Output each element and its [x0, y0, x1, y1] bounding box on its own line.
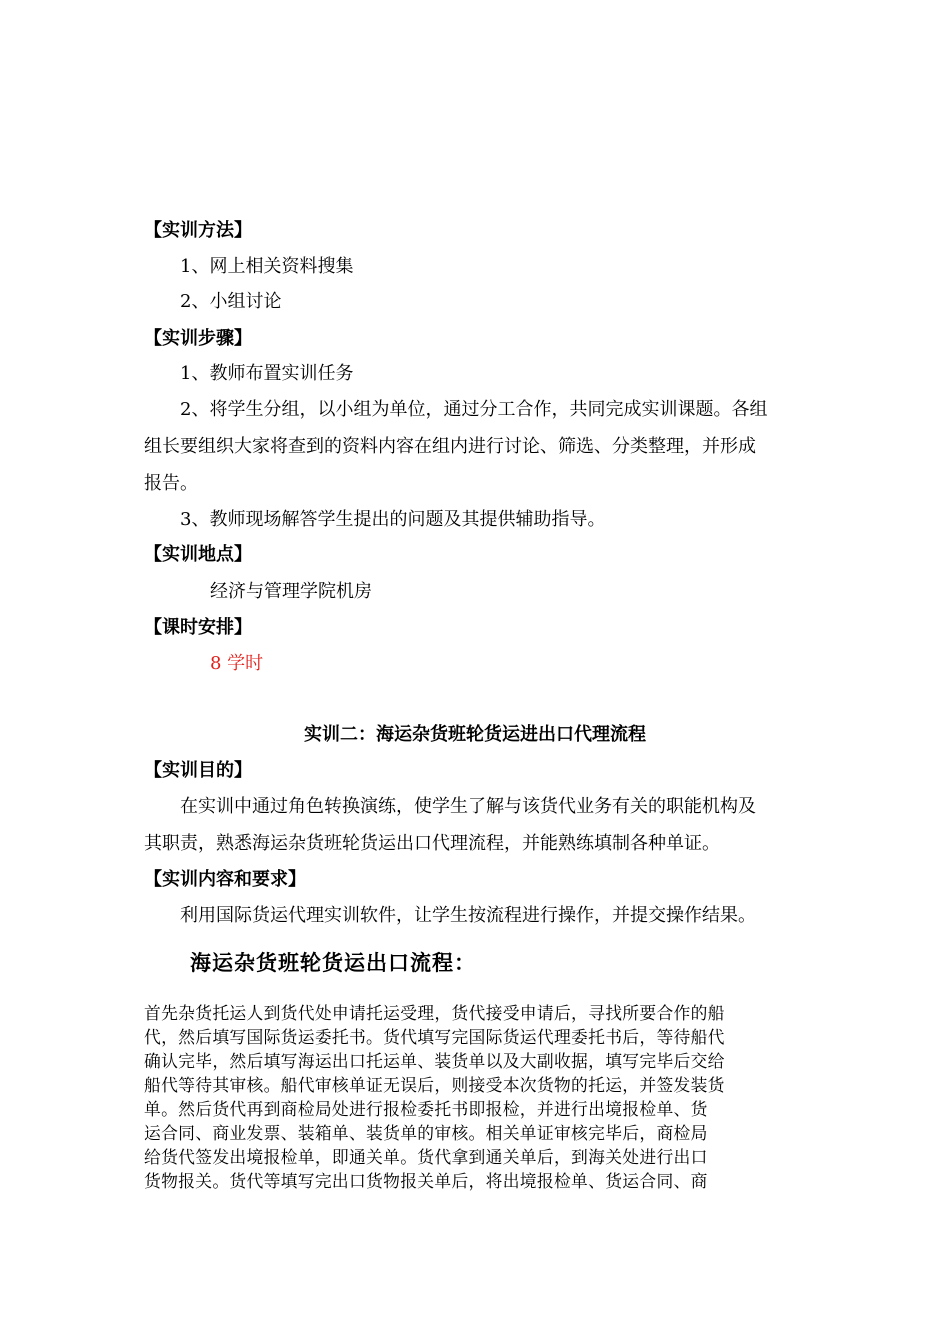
flow-line-1: 首先杂货托运人到货代处申请托运受理，货代接受申请后，寻找所要合作的船: [144, 1003, 725, 1023]
purpose-line-1: 在实训中通过角色转换演练，使学生了解与该货代业务有关的职能机构及: [180, 796, 756, 817]
step-2-line-2: 组长要组织大家将查到的资料内容在组内进行讨论、筛选、分类整理，并形成: [144, 436, 756, 457]
flow-line-7: 给货代签发出境报检单，即通关单。货代拿到通关单后，到海关处进行出口: [144, 1147, 708, 1167]
content-heading: 【实训内容和要求】: [144, 869, 306, 890]
step-2-line-3: 报告。: [144, 473, 198, 494]
method-item-1: 1、网上相关资料搜集: [180, 256, 354, 277]
step-1: 1、教师布置实训任务: [180, 363, 354, 384]
section-2-title: 实训二：海运杂货班轮货运进出口代理流程: [304, 724, 646, 745]
flow-line-2: 代，然后填写国际货运委托书。货代填写完国际货运代理委托书后，等待船代: [144, 1027, 725, 1047]
flow-line-5: 单。然后货代再到商检局处进行报检委托书即报检，并进行出境报检单、货: [144, 1099, 708, 1119]
flow-title: 海运杂货班轮货运出口流程：: [190, 950, 476, 975]
flow-line-4: 船代等待其审核。船代审核单证无误后，则接受本次货物的托运，并签发装货: [144, 1075, 725, 1095]
purpose-heading: 【实训目的】: [144, 760, 252, 781]
location-heading: 【实训地点】: [144, 544, 252, 565]
flow-line-8: 货物报关。货代等填写完出口货物报关单后，将出境报检单、货运合同、商: [144, 1171, 708, 1191]
method-item-2: 2、小组讨论: [180, 291, 282, 312]
step-2-line-1: 2、将学生分组，以小组为单位，通过分工合作，共同完成实训课题。各组: [180, 399, 768, 420]
flow-line-3: 确认完毕，然后填写海运出口托运单、装货单以及大副收据，填写完毕后交给: [144, 1051, 725, 1071]
flow-line-6: 运合同、商业发票、装箱单、装货单的审核。相关单证审核完毕后，商检局: [144, 1123, 708, 1143]
hours-heading: 【课时安排】: [144, 617, 252, 638]
content-text: 利用国际货运代理实训软件，让学生按流程进行操作，并提交操作结果。: [180, 905, 756, 926]
purpose-line-2: 其职责，熟悉海运杂货班轮货运出口代理流程，并能熟练填制各种单证。: [144, 833, 720, 854]
steps-heading: 【实训步骤】: [144, 328, 252, 349]
method-heading: 【实训方法】: [144, 220, 252, 241]
step-3: 3、教师现场解答学生提出的问题及其提供辅助指导。: [180, 509, 606, 530]
location-text: 经济与管理学院机房: [210, 581, 372, 602]
hours-text: 8 学时: [210, 653, 264, 674]
